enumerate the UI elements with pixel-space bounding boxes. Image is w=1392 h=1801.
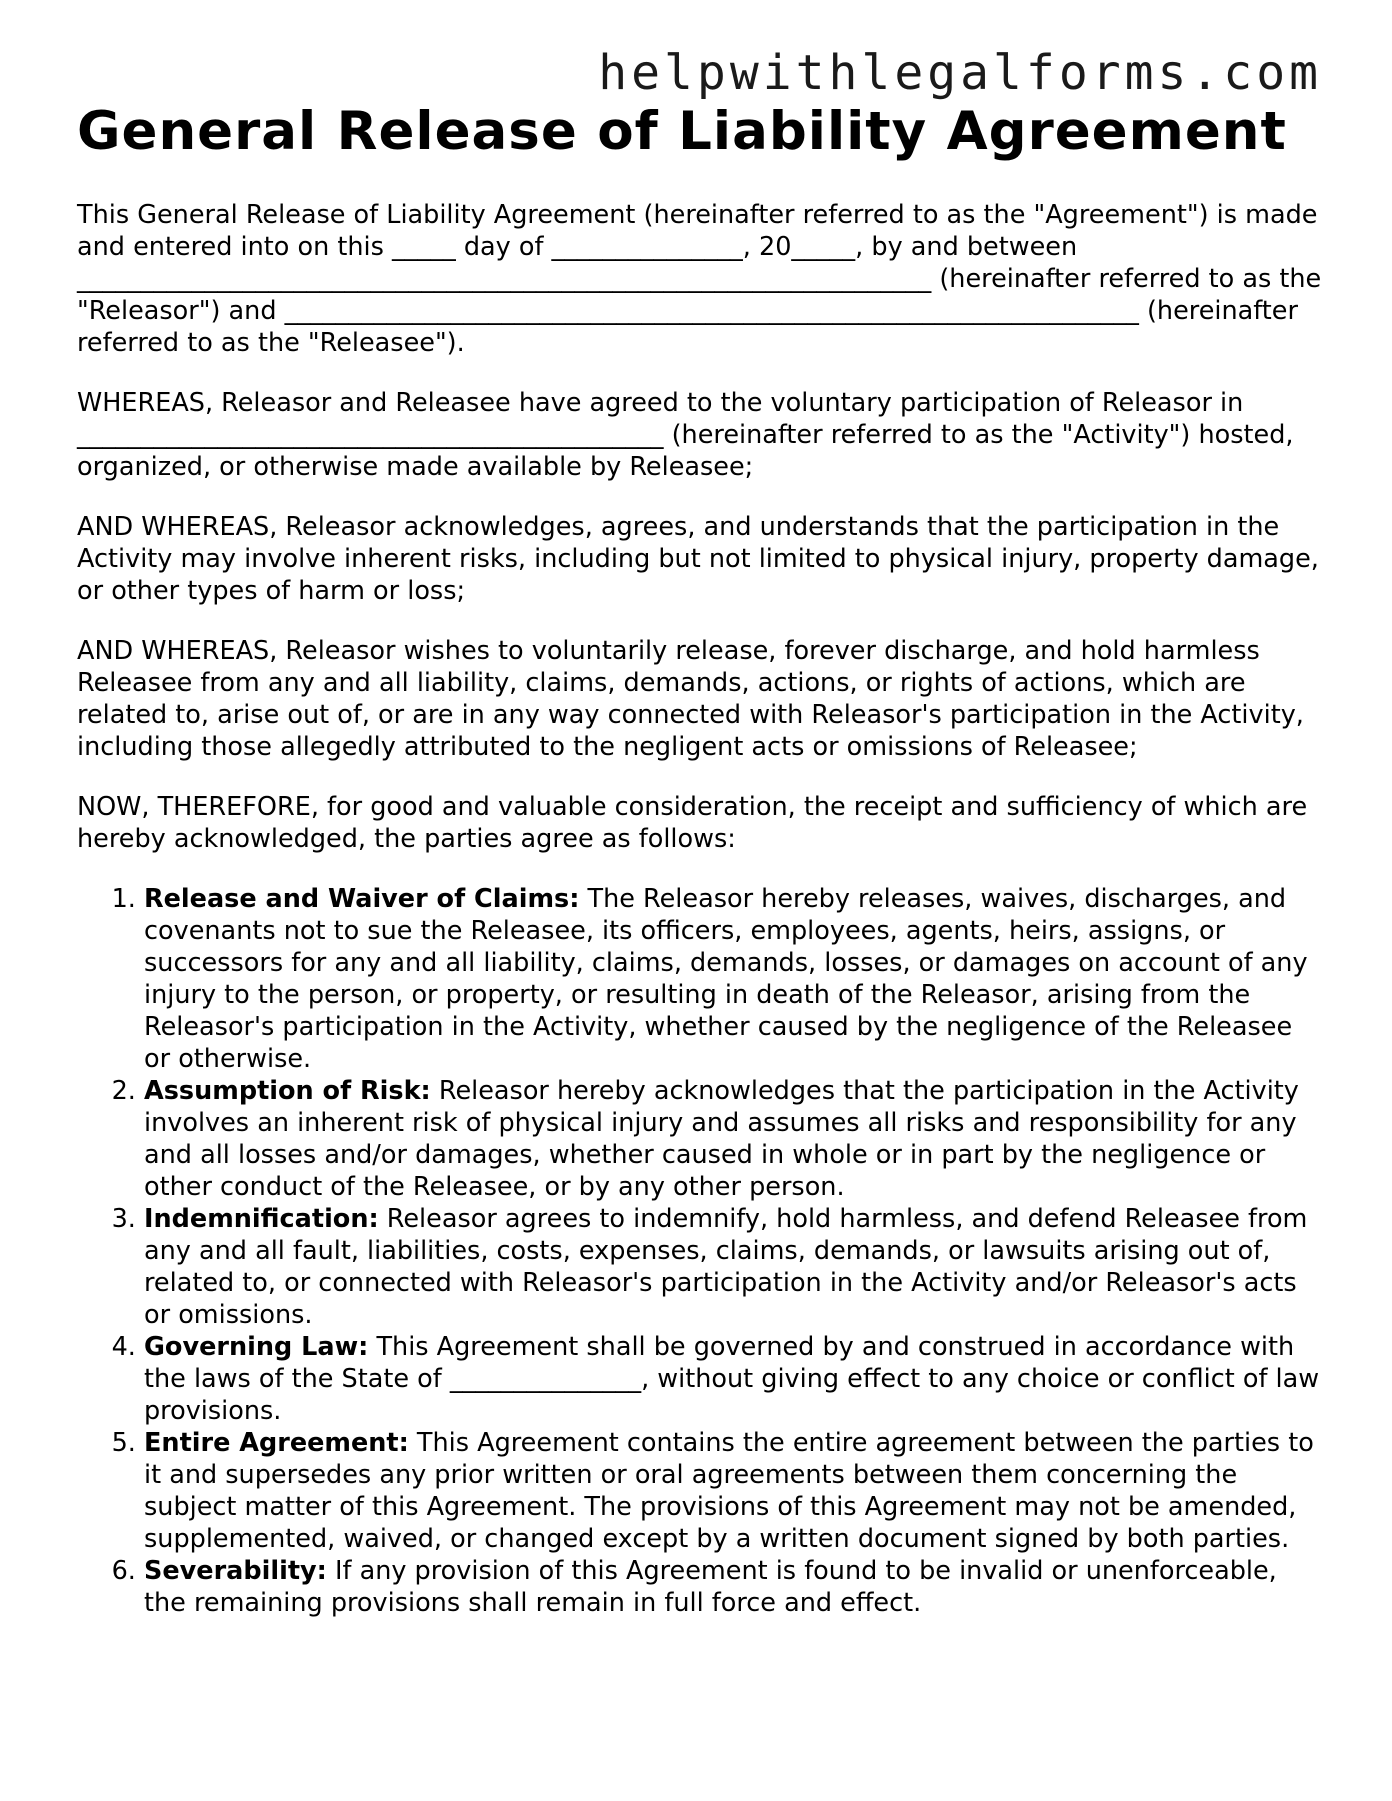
- clause-severability: [144, 1555, 1322, 1619]
- whereas-risks-paragraph: AND WHEREAS, Releasor acknowledges, agrees, and understands that the participation in the Activity may involve inherent risks, including but not limited to physical injury, property damage, or other types of harm or loss;: [77, 512, 1319, 606]
- intro-paragraph: This General Release of Liability Agreement (hereinafter referred to as the "Agreement") is made and entered into on this _____ day of _______________, 20_____, by and between ___________________________________________________________________ (hereinafter referred to as the "Releasor") and ___________________________________________________________________ (hereinafter referred to as the "Releasee").: [77, 200, 1322, 358]
- clause-indemnification: [144, 1203, 1322, 1331]
- clause-text: Releasor hereby acknowledges that the participation in the Activity involves an inherent risk of physical injury and assumes all risks and responsibility for any and all losses and/or damages, whether caused in whole or in part by the negligence or other conduct of the Releasee, or by any other person.: [144, 1076, 1299, 1202]
- clause-heading: Assumption of Risk:: [144, 1076, 431, 1106]
- clause-entire-agreement: [144, 1427, 1322, 1555]
- document-body: [77, 199, 1322, 1619]
- whereas-release-paragraph: AND WHEREAS, Releasor wishes to voluntarily release, forever discharge, and hold harmless Releasee from any and all liability, claims, demands, actions, or rights of actions, which are related to, arise out of, or are in any way connected with Releasor's participation in the Activity, including those allegedly attributed to the negligent acts or omissions of Releasee;: [77, 636, 1304, 762]
- clause-heading: Severability:: [144, 1556, 327, 1586]
- clause-release-waiver: [144, 883, 1322, 1075]
- clause-text: The Releasor hereby releases, waives, discharges, and covenants not to sue the Releasee, its officers, employees, agents, heirs, assigns, or successors for any and all liability, claims, demands, losses, or damages on account of any injury to the person, or property, or resulting in death of the Releasor, arising from the Releasor's participation in the Activity, whether caused by the negligence of the Releasee or otherwise.: [144, 884, 1308, 1074]
- document-title: General Release of Liability Agreement: [77, 101, 1287, 162]
- clauses-list: [77, 883, 1322, 1619]
- site-watermark: helpwithlegalforms.com: [598, 45, 1322, 101]
- clause-heading: Entire Agreement:: [144, 1428, 409, 1458]
- clause-text: If any provision of this Agreement is found to be invalid or unenforceable, the remaining provisions shall remain in full force and effect.: [144, 1556, 1277, 1618]
- clause-text: Releasor agrees to indemnify, hold harmless, and defend Releasee from any and all fault, liabilities, costs, expenses, claims, demands, or lawsuits arising out of, related to, or connected with Releasor's participation in the Activity and/or Releasor's acts or omissions.: [144, 1204, 1308, 1330]
- clause-heading: Release and Waiver of Claims:: [144, 884, 580, 914]
- clause-heading: Governing Law:: [144, 1332, 369, 1362]
- clause-assumption-of-risk: [144, 1075, 1322, 1203]
- clause-heading: Indemnification:: [144, 1204, 379, 1234]
- now-therefore-paragraph: NOW, THEREFORE, for good and valuable consideration, the receipt and sufficiency of which are hereby acknowledged, the parties agree as follows:: [77, 792, 1308, 854]
- clause-text: This Agreement contains the entire agreement between the parties to it and supersedes any prior written or oral agreements between them concerning the subject matter of this Agreement. The provisions of this Agreement may not be amended, supplemented, waived, or changed except by a written document signed by both parties.: [144, 1428, 1314, 1554]
- clause-governing-law: [144, 1331, 1322, 1427]
- clause-text: This Agreement shall be governed by and construed in accordance with the laws of the State of _______________, without giving effect to any choice or conflict of law provisions.: [144, 1332, 1320, 1426]
- whereas-activity-paragraph: WHEREAS, Releasor and Releasee have agreed to the voluntary participation of Releasor in ______________________________________________ (hereinafter referred to as the "Activity") hosted, organized, or otherwise made available by Releasee;: [77, 388, 1294, 482]
